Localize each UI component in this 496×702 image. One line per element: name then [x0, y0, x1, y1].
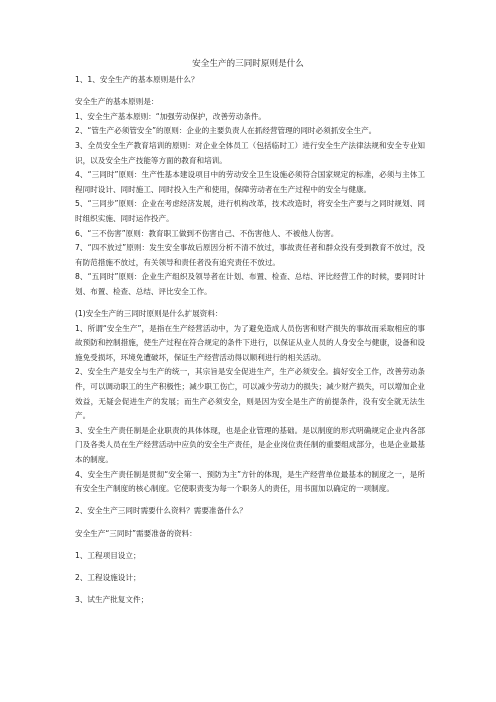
- spacer: [75, 519, 425, 527]
- extended-item-2: 2、安全生产是安全与生产的统一，其宗旨是安全促进生产，生产必须安全。搞好安全工作，改善劳动条件，可以调动职工的生产积极性；减少职工伤亡，可以减少劳动力的损失；减少财产损失，可以增加企业效益，无疑会促进生产的发展；而生产必须安全，则是因为安全是生产的前提条件，没有安全就无法生产。: [75, 367, 425, 421]
- principle-item-1: 1、安全生产基本原则：“加强劳动保护，改善劳动条件。: [75, 111, 267, 121]
- page-title: 安全生产的三同时原则是什么: [192, 59, 304, 69]
- principle-item-4: 4、“三同时”原则：生产性基本建设项目中的劳动安全卫生设施必须符合国家规定的标准，必须与主体工程同时设计、同时施工、同时投入生产和使用，保障劳动者在生产过程中的安全与健康。: [75, 170, 425, 194]
- principle-item-5: 5、“三同步”原则：企业在考虑经济发展，进行机构改革，技术改造时，将安全生产要与之同时规划、同时组织实施、同时运作投产。: [75, 199, 425, 223]
- question-1: 1、1、安全生产的基本原则是什么？: [75, 75, 199, 84]
- extended-item-4: 4、安全生产责任制是贯彻“安全第一、预防为主”方针的体现，是生产经营单位最基本的制度之一，是所有安全生产制度的核心制度。它使职责变为每一个职务人的责任，用书面加以确定的一项制度。: [75, 469, 425, 494]
- question-2: 2、安全生产三同时需要什么资料？需要准备什么？: [75, 506, 247, 516]
- principle-item-8: 8、“五同时”原则：企业生产组织及领导者在计划、布置、检查、总结、评比经营工作的时候，要同时计划、布置、检查、总结、评比安全工作。: [75, 272, 425, 296]
- principle-item-6: 6、“三不伤害”原则：教育职工做到不伤害自己、不伤害他人、不被他人伤害。: [75, 228, 339, 238]
- materials-item-1: 1、工程项目设立；: [75, 550, 141, 560]
- materials-item-2: 2、工程设施设计；: [75, 572, 141, 582]
- section-heading-extended-info: (1)安全生产的三同时原则是什么扩展资料：: [75, 309, 223, 319]
- extended-item-3: 3、安全生产责任制是企业职责的具体体现，也是企业管理的基础。是以制度的形式明确规定企业内各部门及各类人员在生产经营活动中应负的安全生产责任，是企业岗位责任制的重要组成部分，也是企业最基本的制度。: [75, 425, 425, 465]
- principle-item-2: 2、“管生产必须管安全”的原则：企业的主要负责人在抓经营管理的同时必须抓安全生产。: [75, 126, 377, 136]
- spacer: [75, 497, 425, 505]
- spacer: [75, 300, 425, 308]
- materials-item-3: 3、试生产批复文件；: [75, 595, 149, 605]
- spacer: [75, 88, 425, 96]
- spacer: [75, 586, 425, 594]
- section-heading-basic-principles: 安全生产的基本原则是：: [75, 97, 159, 107]
- principle-item-3: 3、全员安全生产教育培训的原则：对企业全体员工（包括临时工）进行安全生产法律法规和安全专业知识，以及安全生产技能等方面的教育和培训。: [75, 140, 425, 165]
- document-body: [75, 73, 425, 608]
- extended-item-1: 1、所谓“安全生产”，是指在生产经营活动中，为了避免造成人员伤害和财产损失的事故而采取相应的事故预防和控制措施，使生产过程在符合规定的条件下进行，以保证从业人员的人身安全与健康，设备和设施免受损坏，环境免遭破坏，保证生产经营活动得以顺利进行的相关活动。: [75, 323, 425, 362]
- spacer: [75, 541, 425, 549]
- section-heading-materials: 安全生产“三同时”需要准备的资料：: [75, 528, 197, 538]
- principle-item-7: 7、“四不放过”原则：发生安全事故后原因分析不清不放过，事故责任者和群众没有受到教育不放过，没有防范措施不放过，有关领导和责任者没有追究责任不放过。: [75, 243, 425, 267]
- spacer: [75, 563, 425, 571]
